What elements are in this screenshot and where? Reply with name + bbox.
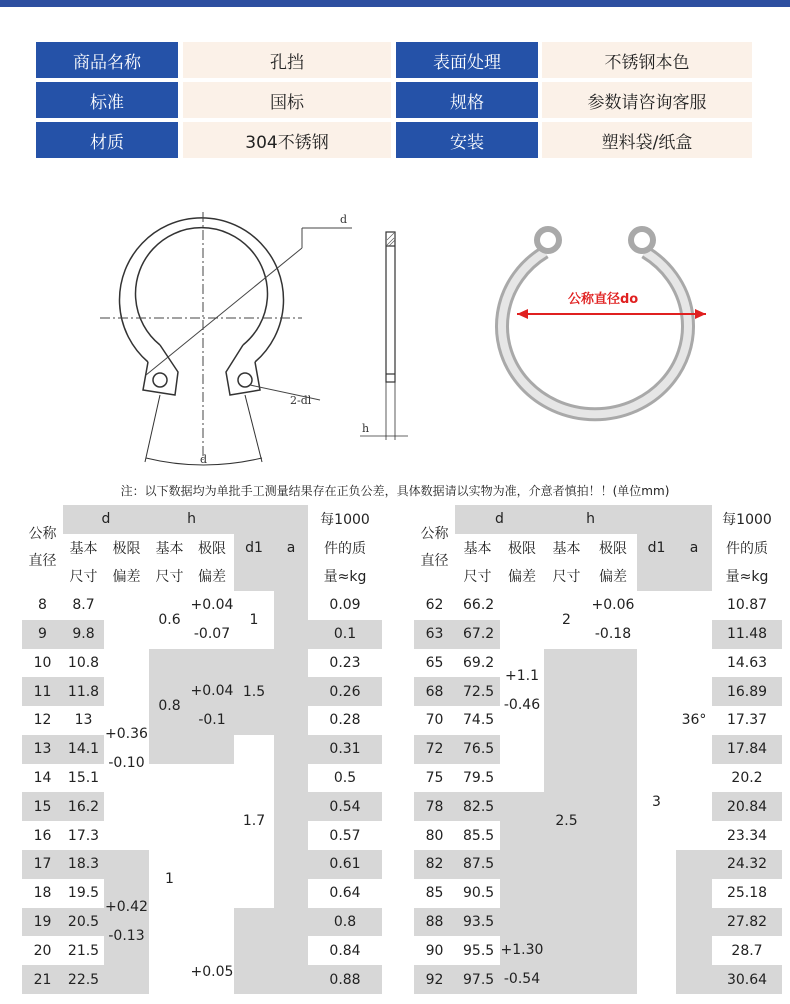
cell-weight: 30.64 (712, 965, 782, 994)
cell-d: 13 (63, 706, 104, 735)
th-base: 基本 (63, 534, 104, 563)
th-weight: 量≈kg (712, 562, 782, 591)
cell-nominal: 19 (22, 908, 63, 937)
cell-a: 36° (676, 591, 712, 851)
th-limit: 极限 (589, 534, 637, 563)
cell-weight: 0.61 (308, 850, 382, 879)
spec-label: 规格 (396, 82, 538, 118)
th-dev: 偏差 (190, 562, 234, 591)
cell-d: 72.5 (455, 677, 500, 706)
cell-weight: 0.57 (308, 821, 382, 850)
cell-d: 19.5 (63, 879, 104, 908)
th-h: h (544, 505, 637, 534)
cell-weight: 28.7 (712, 936, 782, 965)
cell-weight: 16.89 (712, 677, 782, 706)
th-dev: 偏差 (500, 562, 544, 591)
photo-diameter-label: 公称直径do (568, 292, 639, 307)
cell-nominal: 75 (414, 764, 455, 793)
cell-h: 0.8 (149, 649, 190, 764)
spec-label: 安装 (396, 122, 538, 158)
cell-nominal: 9 (22, 620, 63, 649)
cell-h-dev: +0.04 (190, 683, 234, 700)
th-limit: 极限 (104, 534, 149, 563)
cell-d: 21.5 (63, 936, 104, 965)
th-d1: d1 (234, 505, 274, 591)
spec-value: 304不锈钢 (183, 122, 391, 158)
th-weight: 量≈kg (308, 562, 382, 591)
cell-h-dev: -0.18 (594, 625, 632, 642)
size-table-right (414, 505, 782, 994)
cell-d: 9.8 (63, 620, 104, 649)
cell-h-dev: -0.1 (198, 712, 226, 729)
th-size: 尺寸 (63, 562, 104, 591)
th-base: 基本 (455, 534, 500, 563)
cell-d: 74.5 (455, 706, 500, 735)
th-base: 基本 (544, 534, 589, 563)
th-size: 尺寸 (149, 562, 190, 591)
th-h: h (149, 505, 234, 534)
th-weight: 每1000 (712, 505, 782, 534)
cell-d: 87.5 (455, 850, 500, 879)
cell-nominal: 90 (414, 936, 455, 965)
cell-nominal: 68 (414, 677, 455, 706)
cell-nominal: 70 (414, 706, 455, 735)
cell-nominal: 85 (414, 879, 455, 908)
cell-weight: 11.48 (712, 620, 782, 649)
cell-h-dev: +0.04 (190, 596, 234, 613)
th-diameter: 直径 (420, 552, 449, 569)
cell-nominal: 10 (22, 649, 63, 678)
cell-d: 66.2 (455, 591, 500, 620)
size-table-left (22, 505, 382, 994)
cell-nominal: 14 (22, 764, 63, 793)
cell-d-dev: -0.46 (503, 697, 541, 714)
cell-d-dev: -0.54 (503, 971, 541, 988)
cell-d: 90.5 (455, 879, 500, 908)
cell-nominal: 20 (22, 936, 63, 965)
retaining-ring-drawing (0, 190, 790, 480)
cell-nominal: 78 (414, 792, 455, 821)
cell-d1: 1.5 (234, 649, 274, 735)
cell-weight: 10.87 (712, 591, 782, 620)
th-diameter: 直径 (28, 552, 57, 569)
cell-h: 1 (149, 764, 190, 994)
cell-nominal: 65 (414, 649, 455, 678)
cell-d-dev: +0.36 (105, 726, 148, 743)
th-a: a (676, 505, 712, 591)
cell-nominal: 8 (22, 591, 63, 620)
th-size: 尺寸 (455, 562, 500, 591)
measurement-note: 注：以下数据均为单批手工测量结果存在正负公差，具体数据请以实物为准，介意者慎拍！！(单位mm) (120, 484, 670, 498)
cell-nominal: 82 (414, 850, 455, 879)
cell-d1 (234, 908, 274, 994)
cell-nominal: 11 (22, 677, 63, 706)
cell-nominal: 12 (22, 706, 63, 735)
th-weight: 件的质 (712, 534, 782, 563)
spec-value: 国标 (183, 82, 391, 118)
cell-h-dev: -0.07 (193, 625, 231, 642)
cell-nominal: 21 (22, 965, 63, 994)
th-limit: 极限 (500, 534, 544, 563)
th-nominal: 公称 (28, 525, 57, 542)
cell-d: 18.3 (63, 850, 104, 879)
cell-weight: 0.5 (308, 764, 382, 793)
cell-nominal: 15 (22, 792, 63, 821)
cell-d1: 1 (234, 591, 274, 649)
dim-dl-label: 2-dl (290, 394, 312, 407)
th-weight: 件的质 (308, 534, 382, 563)
cell-weight: 17.37 (712, 706, 782, 735)
th-a: a (274, 505, 308, 591)
cell-d: 11.8 (63, 677, 104, 706)
cell-d: 97.5 (455, 965, 500, 994)
cell-weight: 0.09 (308, 591, 382, 620)
cell-weight: 27.82 (712, 908, 782, 937)
th-size: 尺寸 (544, 562, 589, 591)
cell-nominal: 62 (414, 591, 455, 620)
cell-d: 69.2 (455, 649, 500, 678)
cell-d: 10.8 (63, 649, 104, 678)
cell-h-dev (589, 649, 637, 995)
cell-nominal: 13 (22, 735, 63, 764)
cell-d-dev: +0.42 (105, 899, 148, 916)
cell-h: 2 (544, 591, 589, 649)
spec-label: 商品名称 (36, 42, 178, 78)
cell-nominal: 18 (22, 879, 63, 908)
cell-d: 82.5 (455, 792, 500, 821)
cell-d: 67.2 (455, 620, 500, 649)
cell-weight: 0.8 (308, 908, 382, 937)
th-dev: 偏差 (104, 562, 149, 591)
cell-d-dev (104, 591, 149, 649)
cell-d: 15.1 (63, 764, 104, 793)
cell-weight: 0.84 (308, 936, 382, 965)
cell-a (676, 850, 712, 994)
cell-d: 20.5 (63, 908, 104, 937)
cell-h-dev: +0.05 (190, 764, 234, 994)
cell-d: 85.5 (455, 821, 500, 850)
cell-d: 93.5 (455, 908, 500, 937)
cell-d1: 3 (637, 591, 676, 995)
cell-d: 14.1 (63, 735, 104, 764)
cell-h: 0.6 (149, 591, 190, 649)
spec-label: 标准 (36, 82, 178, 118)
spec-label: 表面处理 (396, 42, 538, 78)
cell-weight: 0.31 (308, 735, 382, 764)
th-dev: 偏差 (589, 562, 637, 591)
dim-d1-label: d (200, 453, 208, 466)
cell-nominal: 16 (22, 821, 63, 850)
cell-weight: 0.64 (308, 879, 382, 908)
cell-weight: 0.23 (308, 649, 382, 678)
dim-d-label: d (340, 213, 348, 226)
cell-d-dev: -0.13 (108, 928, 145, 945)
cell-nominal: 72 (414, 735, 455, 764)
cell-d-dev: +1.30 (500, 942, 544, 959)
cell-nominal: 80 (414, 821, 455, 850)
cell-h-dev: +0.06 (591, 596, 635, 613)
cell-d1: 1.7 (234, 735, 274, 908)
cell-weight: 14.63 (712, 649, 782, 678)
th-d: d (455, 505, 544, 534)
cell-weight: 0.54 (308, 792, 382, 821)
top-accent-bar (0, 0, 790, 7)
spec-label: 材质 (36, 122, 178, 158)
th-limit: 极限 (190, 534, 234, 563)
spec-value: 塑料袋/纸盒 (542, 122, 752, 158)
th-base: 基本 (149, 534, 190, 563)
cell-weight: 25.18 (712, 879, 782, 908)
cell-nominal: 92 (414, 965, 455, 994)
cell-d-dev: +1.1 (505, 668, 539, 685)
cell-d: 8.7 (63, 591, 104, 620)
cell-weight: 17.84 (712, 735, 782, 764)
cell-d: 79.5 (455, 764, 500, 793)
cell-weight: 20.2 (712, 764, 782, 793)
cell-weight: 24.32 (712, 850, 782, 879)
th-d1: d1 (637, 505, 676, 591)
spec-value: 不锈钢本色 (542, 42, 752, 78)
cell-d: 16.2 (63, 792, 104, 821)
dim-h-label: h (362, 422, 370, 435)
th-weight: 每1000 (308, 505, 382, 534)
cell-d: 17.3 (63, 821, 104, 850)
cell-nominal: 17 (22, 850, 63, 879)
th-nominal: 公称 (420, 525, 449, 542)
cell-nominal: 88 (414, 908, 455, 937)
cell-nominal: 63 (414, 620, 455, 649)
spec-value: 参数请咨询客服 (542, 82, 752, 118)
cell-d: 76.5 (455, 735, 500, 764)
cell-d: 95.5 (455, 936, 500, 965)
cell-h: 2.5 (544, 649, 589, 995)
cell-a (274, 591, 308, 995)
cell-weight: 20.84 (712, 792, 782, 821)
cell-weight: 0.88 (308, 965, 382, 994)
cell-d-dev: -0.10 (108, 755, 145, 772)
cell-weight: 23.34 (712, 821, 782, 850)
cell-weight: 0.26 (308, 677, 382, 706)
spec-value: 孔挡 (183, 42, 391, 78)
cell-weight: 0.1 (308, 620, 382, 649)
cell-d: 22.5 (63, 965, 104, 994)
cell-weight: 0.28 (308, 706, 382, 735)
th-d: d (63, 505, 149, 534)
